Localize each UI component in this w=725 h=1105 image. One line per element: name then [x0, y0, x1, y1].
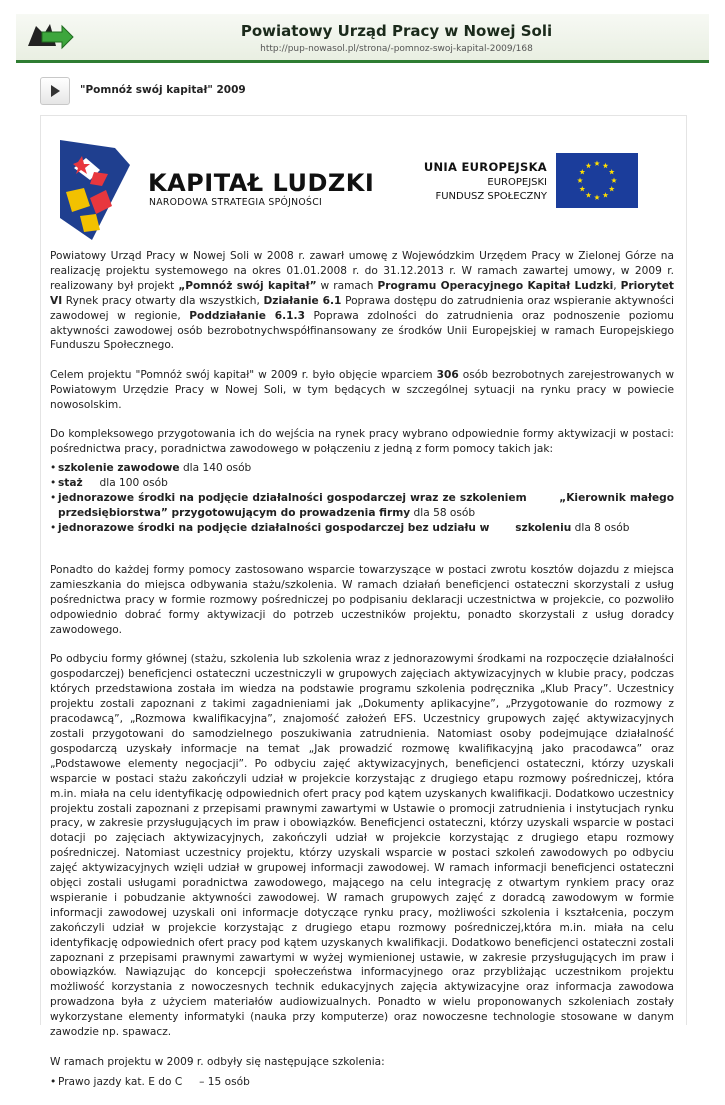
kapital-ludzki-subtitle: NARODOWA STRATEGIA SPÓJNOŚCI: [149, 197, 323, 208]
kapital-ludzki-emblem-icon: [60, 140, 135, 240]
support-paragraph: Ponadto do każdej formy pomocy zastosowano wsparcie towarzyszące w postaci zwrotu kosztów dojazdu z miejsca zamieszkania do miejsca odbywania stażu/szkolenia. W ramach działań beneficjenci ostateczni skorzystali z usług pośrednictwa pracy w formie rozmowy pośredniczej po podpisaniu deklaracji uczestnictwa w projekcie, co pozwoliło odpowiednio dobrać formy aktywizacji do potrzeb uczestników projektu, ponadto skorzystali z usług doradcy zawodowego.: [50, 564, 674, 637]
forms-list: [50, 461, 678, 536]
kapital-ludzki-title: KAPITAŁ LUDZKI: [148, 169, 375, 197]
list-item: • szkolenie zawodowe dla 140 osób: [50, 461, 674, 476]
eu-flag-icon: [556, 153, 638, 208]
ue-line-2: EUROPEJSKI: [487, 177, 547, 188]
list-item: • Prawo jazdy kat. E do C – 15 osób: [50, 1075, 674, 1090]
trainings-list: [50, 1075, 674, 1090]
play-arrow-icon: [48, 84, 62, 98]
list-item: • jednorazowe środki na podjęcie działalności gospodarczej bez udziału w szkoleniu dla 8 osób: [50, 521, 674, 536]
ue-line-3: FUNDUSZ SPOŁECZNY: [435, 191, 547, 202]
page-url: http://pup-nowasol.pl/strona/-pomnoz-swoj-kapital-2009/168: [260, 44, 533, 54]
site-header: [16, 14, 709, 63]
pup-logo-icon[interactable]: [26, 20, 74, 52]
forms-intro-paragraph: Do kompleksowego przygotowania ich do wejścia na rynek pracy wybrano odpowiednie formy aktywizacji w postaci: pośrednictwa pracy, poradnictwa zawodowego w połączeniu z jedną z form pomocy takich jak:: [50, 428, 674, 455]
list-item: • staż dla 100 osób: [50, 476, 674, 491]
ue-line-1: UNIA EUROPEJSKA: [423, 160, 547, 174]
article-body: [50, 249, 678, 1105]
goal-paragraph: Celem projektu "Pomnóż swój kapitał" w 2009 r. było objęcie wparciem 306 osób bezrobotnych zarejestrowanych w Powiatowym Urzędzie Pracy w Nowej Soli, w tym będących w szczególnej sytuacji na rynku pracy w powiecie nowosolskim.: [50, 368, 674, 411]
list-item: • jednorazowe środki na podjęcie działalności gospodarczej wraz ze szkoleniem „Kierownik małego przedsiębiorstwa” przygotowującym do prowadzenia firmy dla 58 osób: [50, 491, 674, 521]
back-button[interactable]: [40, 77, 70, 105]
intro-paragraph: Powiatowy Urząd Pracy w Nowej Soli w 2008 r. zawarł umowę z Wojewódzkim Urzędem Pracy w Zielonej Górze na realizację projektu systemowego na okres 01.01.2008 r. do 31.12.2013 r. W ramach zawartej umowy, w 2009 r. realizowany był projekt „Pomnóż swój kapitał” w ramach Programu Operacyjnego Kapitał Ludzki, Priorytet VI Rynek pracy otwarty dla wszystkich, Działanie 6.1 Poprawa dostępu do zatrudnienia oraz wspieranie aktywności zawodowej w regionie, Poddziałanie 6.1.3 Poprawa zdolności do zatrudnienia oraz podnoszenie poziomu aktywności zawodowej osób bezrobotnychwspółfinansowany ze środków Unii Europejskiej w ramach Europejskiego Funduszu Społecznego.: [50, 250, 674, 352]
page-title: "Pomnóż swój kapitał" 2009: [80, 84, 246, 96]
trainings-intro-paragraph: W ramach projektu w 2009 r. odbyły się następujące szkolenia:: [50, 1055, 385, 1068]
site-title[interactable]: Powiatowy Urząd Pracy w Nowej Soli: [240, 22, 553, 40]
activities-paragraph: Po odbyciu formy głównej (stażu, szkolenia lub szkolenia wraz z jednorazowymi środkami na rozpoczęcie działalności gospodarczej) beneficjenci ostateczni uczestniczyli w grupowych zajęciach aktywizacyjnych w klubie pracy, podczas których przedstawiona została im wiedza na podstawie programu szkolenia podręcznika „Klub Pracy”. Uczestnicy projektu zostali zapoznani z takimi zagadnieniami jak „Dokumenty aplikacyjne”, „Przygotowanie do rozmowy z pracodawcą”, „Rozmowa kwalifikacyjna”, znajomość założeń EFS. Uczestnicy grupowych zajęć aktywizacyjnych zostali przygotowani do samodzielnego poszukiwania zatrudnienia. Natomiast osoby podejmujące działalność gospodarczą uzyskały informacje na temat „Jak prowadzić rozmowę kwalifikacyjną jako pracodawca” oraz „Podstawowe elementy negocjacji”. Po odbyciu zajęć aktywizacyjnych, beneficjenci ostateczni, którzy uzyskali wsparcie w postaci stażu zakończyli udział w projekcie korzystając z drugiego etapu rozmowy pośredniczej, która m.in. miała na celu identyfikację odpowiednich ofert pracy pod kątem uzyskanych kwalifikacji. Dodatkowo uczestnicy projektu zostali zapoznani z przepisami prawnymi zawartymi w Ustawie o promocji zatrudnienia i instytucjach rynku pracy, w zakresie przysługujących im praw i obowiązków. Beneficjenci ostateczni, którzy uzyskali wsparcie w postaci dotacji po zajęciach aktywizacyjnych, zakończyli udział w projekcie korzystając z drugiego etapu rozmowy pośredniczej. Natomiast uczestnicy projektu, którzy uzyskali wsparcie w postaci szkoleń zawodowych po odbyciu zajęć aktywizacyjnych wzięli udział w grupowej informacji zawodowej. W ramach informacji beneficjenci ostateczni objęci zostali usługami poradnictwa zawodowego, mającego na celu integrację z otwartym rynkiem pracy oraz wspieranie i pobudzanie aktywności zawodowej. W ramach grupowych zajęć z doradcą zawodowym w formie informacji zawodowej uzyskali oni informacje dotyczące rynku pracy, możliwości szkolenia i kształcenia, poczym zakończyli udział w projekcie korzystając z drugiego etapu rozmowy pośredniczej,która m.in. miała na celu identyfikację odpowiednich ofert pracy pod kątem uzyskanych kwalifikacji. Dodatkowo beneficjenci ostateczni zostali zapoznani z przepisami prawnymi zawartymi w wyżej wymienionej ustawie, w zakresie przysługujących im praw i obowiązków. Nawiązując do koncepcji społeczeństwa informacyjnego oraz przybliżając uczestnikom projektu możliwość korzystania z nowoczesnych technik edukacyjnych zajęcia aktywizacyjne oraz informacja zawodowa prowadzona była z użyciem materiałów audiowizualnych. Ponadto w wielu proponowanych szkoleniach zostały wykorzystane elementy informatyki (nauka przy komputerze) oraz nowoczesne technologie stosowane w danym zawodzie np. spawacz.: [50, 653, 674, 1039]
